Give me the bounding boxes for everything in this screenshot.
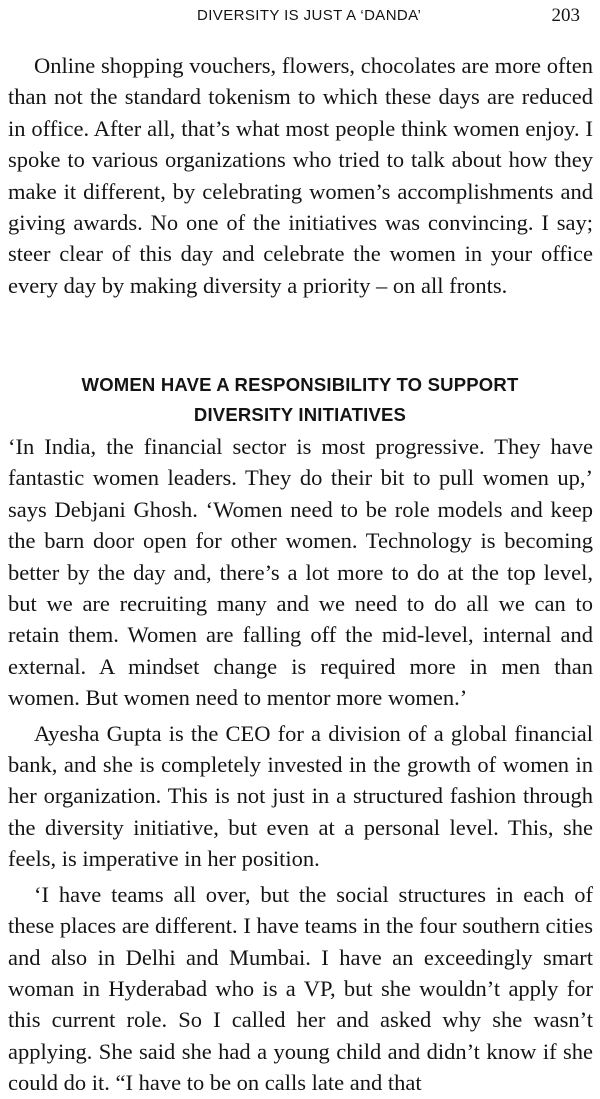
paragraph: ‘I have teams all over, but the social structures in each of these places are different. I have teams in the four southern cities and also in Delhi and Mumbai. I have an exceedingly smart woman in Hyderabad who is a VP, but she wouldn’t apply for this current role. So I called her and asked why she wasn’t applying. She said she had a young child and didn’t know if she could do it. “I have to be on calls late and that xyxy=(8,881,593,1096)
paragraph: Online shopping vouchers, flowers, chocolates are more often than not the standard tokenism to which these days are reduced in office. After all, that’s what most people think women enjoy. I spoke to various organizations who tried to talk about how they make it different, by celebrating women’s accomplishments and giving awards. No one of the initiatives was convincing. I say; steer clear of this day and celebrate the women in your office every day by making diversity a priority – on all fronts. xyxy=(8,53,593,298)
running-title: DIVERSITY IS JUST A ‘DANDA’ xyxy=(197,7,422,24)
body-text-bottom xyxy=(8,431,593,1099)
section-heading xyxy=(0,370,600,430)
section-heading-line-2: DIVERSITY INITIATIVES xyxy=(193,404,407,425)
section-heading-line-1: WOMEN HAVE A RESPONSIBILITY TO SUPPORT xyxy=(81,374,519,395)
body-text-top xyxy=(8,50,593,301)
paragraph: ‘In India, the financial sector is most progressive. They have fantastic women leaders. They do their bit to pull women up,’ says Debjani Ghosh. ‘Women need to be role models and keep the barn door open for other women. Technology is becoming better by the day and, there’s a lot more to do at the top level, but we are recruiting many and we need to do all we can to retain them. Women are falling off the mid-level, internal and external. A mindset change is required more in men than women. But women need to mentor more women.’ xyxy=(8,434,593,711)
running-header xyxy=(0,5,600,29)
paragraph: Ayesha Gupta is the CEO for a division of a global financial bank, and she is completely invested in the growth of women in her organization. This is not just in a structured fashion through the diversity initiative, but even at a personal level. This, she feels, is imperative in her position. xyxy=(8,720,593,872)
page-number: 203 xyxy=(551,5,580,26)
